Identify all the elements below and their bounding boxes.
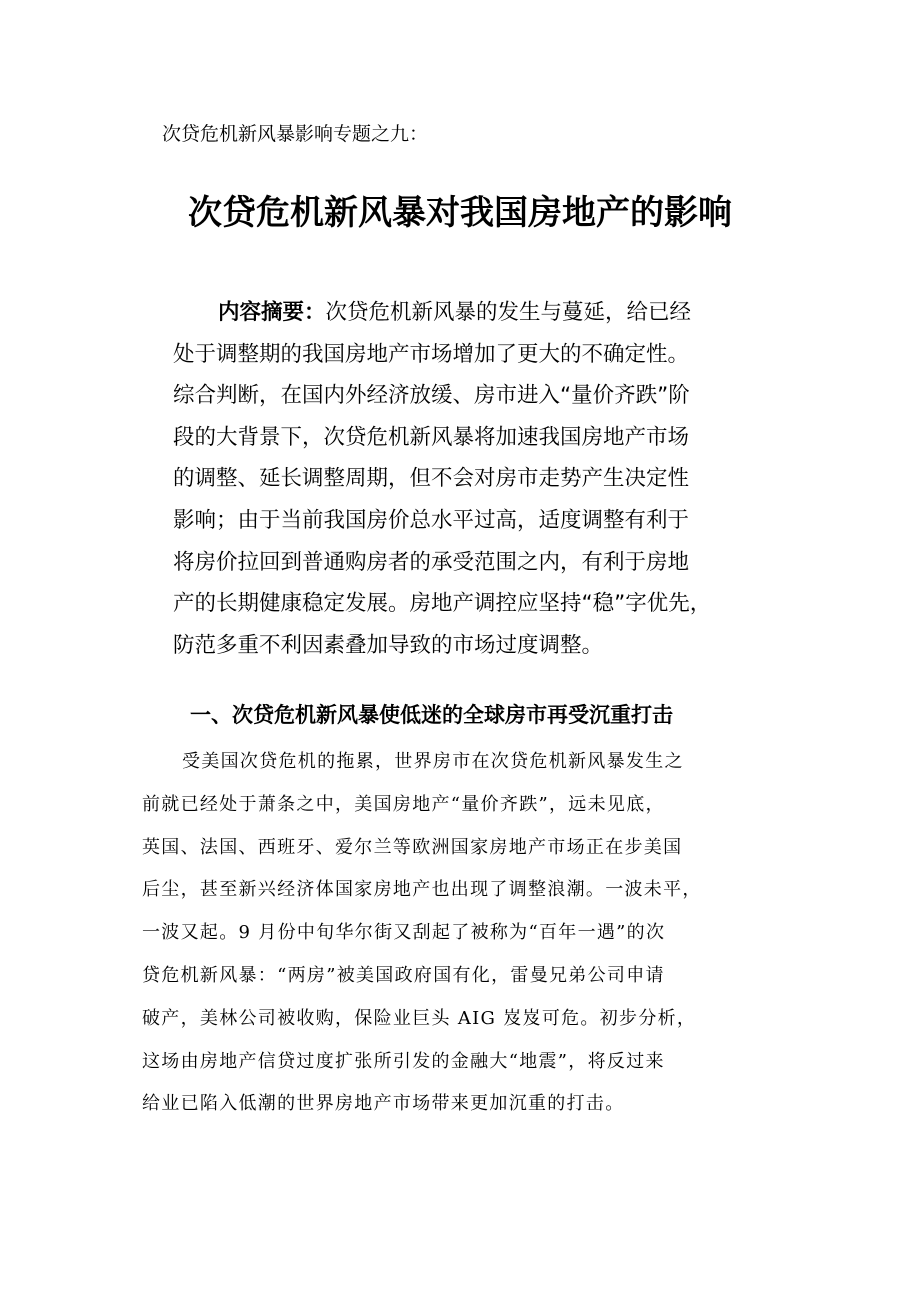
abstract — [173, 292, 753, 666]
abstract-line: 综合判断，在国内外经济放缓、房市进入“量价齐跌”阶 — [173, 383, 690, 409]
body-line: 给业已陷入低潮的世界房地产市场带来更加沉重的打击。 — [142, 1093, 625, 1115]
body-line: 前就已经处于萧条之中，美国房地产“量价齐跌”，远未见底， — [142, 793, 665, 815]
body-line: 破产，美林公司被收购，保险业巨头 AIG 岌岌可危。初步分析， — [142, 1007, 697, 1029]
abstract-line — [173, 292, 753, 334]
body-line: 受美国次贷危机的拖累，世界房市在次贷危机新风暴发生之 — [182, 751, 684, 772]
abstract-line: 处于调整期的我国房地产市场增加了更大的不确定性。 — [173, 341, 690, 367]
abstract-line: 产的长期健康稳定发展。房地产调控应坚持“稳”字优先， — [173, 591, 712, 617]
series-label: 次贷危机新风暴影响专题之九： — [162, 123, 429, 145]
section-heading: 一、次贷危机新风暴使低迷的全球房市再受沉重打击 — [190, 703, 673, 727]
document-title: 次贷危机新风暴对我国房地产的影响 — [188, 193, 732, 233]
abstract-line: 的调整、延长调整周期，但不会对房市走势产生决定性 — [173, 466, 690, 492]
section-body — [142, 741, 782, 1126]
body-line: 贷危机新风暴：“两房”被美国政府国有化，雷曼兄弟公司申请 — [142, 964, 665, 986]
abstract-line: 将房价拉回到普通购房者的承受范围之内，有利于房地 — [173, 549, 690, 575]
abstract-label: 内容摘要： — [218, 300, 326, 325]
abstract-text: 次贷危机新风暴的发生与蔓延，给已经 — [325, 300, 692, 325]
abstract-line: 影响；由于当前我国房价总水平过高，适度调整有利于 — [173, 507, 690, 533]
body-line: 这场由房地产信贷过度扩张所引发的金融大“地震”，将反过来 — [142, 1050, 665, 1072]
abstract-line: 段的大背景下，次贷危机新风暴将加速我国房地产市场 — [173, 424, 690, 450]
body-line: 一波又起。9 月份中旬华尔街又刮起了被称为“百年一遇”的次 — [142, 922, 666, 944]
body-line: 英国、法国、西班牙、爱尔兰等欧洲国家房地产市场正在步美国 — [142, 836, 683, 858]
body-line: 后尘，甚至新兴经济体国家房地产也出现了调整浪潮。一波未平， — [142, 879, 702, 901]
abstract-line: 防范多重不利因素叠加导致的市场过度调整。 — [173, 632, 604, 658]
